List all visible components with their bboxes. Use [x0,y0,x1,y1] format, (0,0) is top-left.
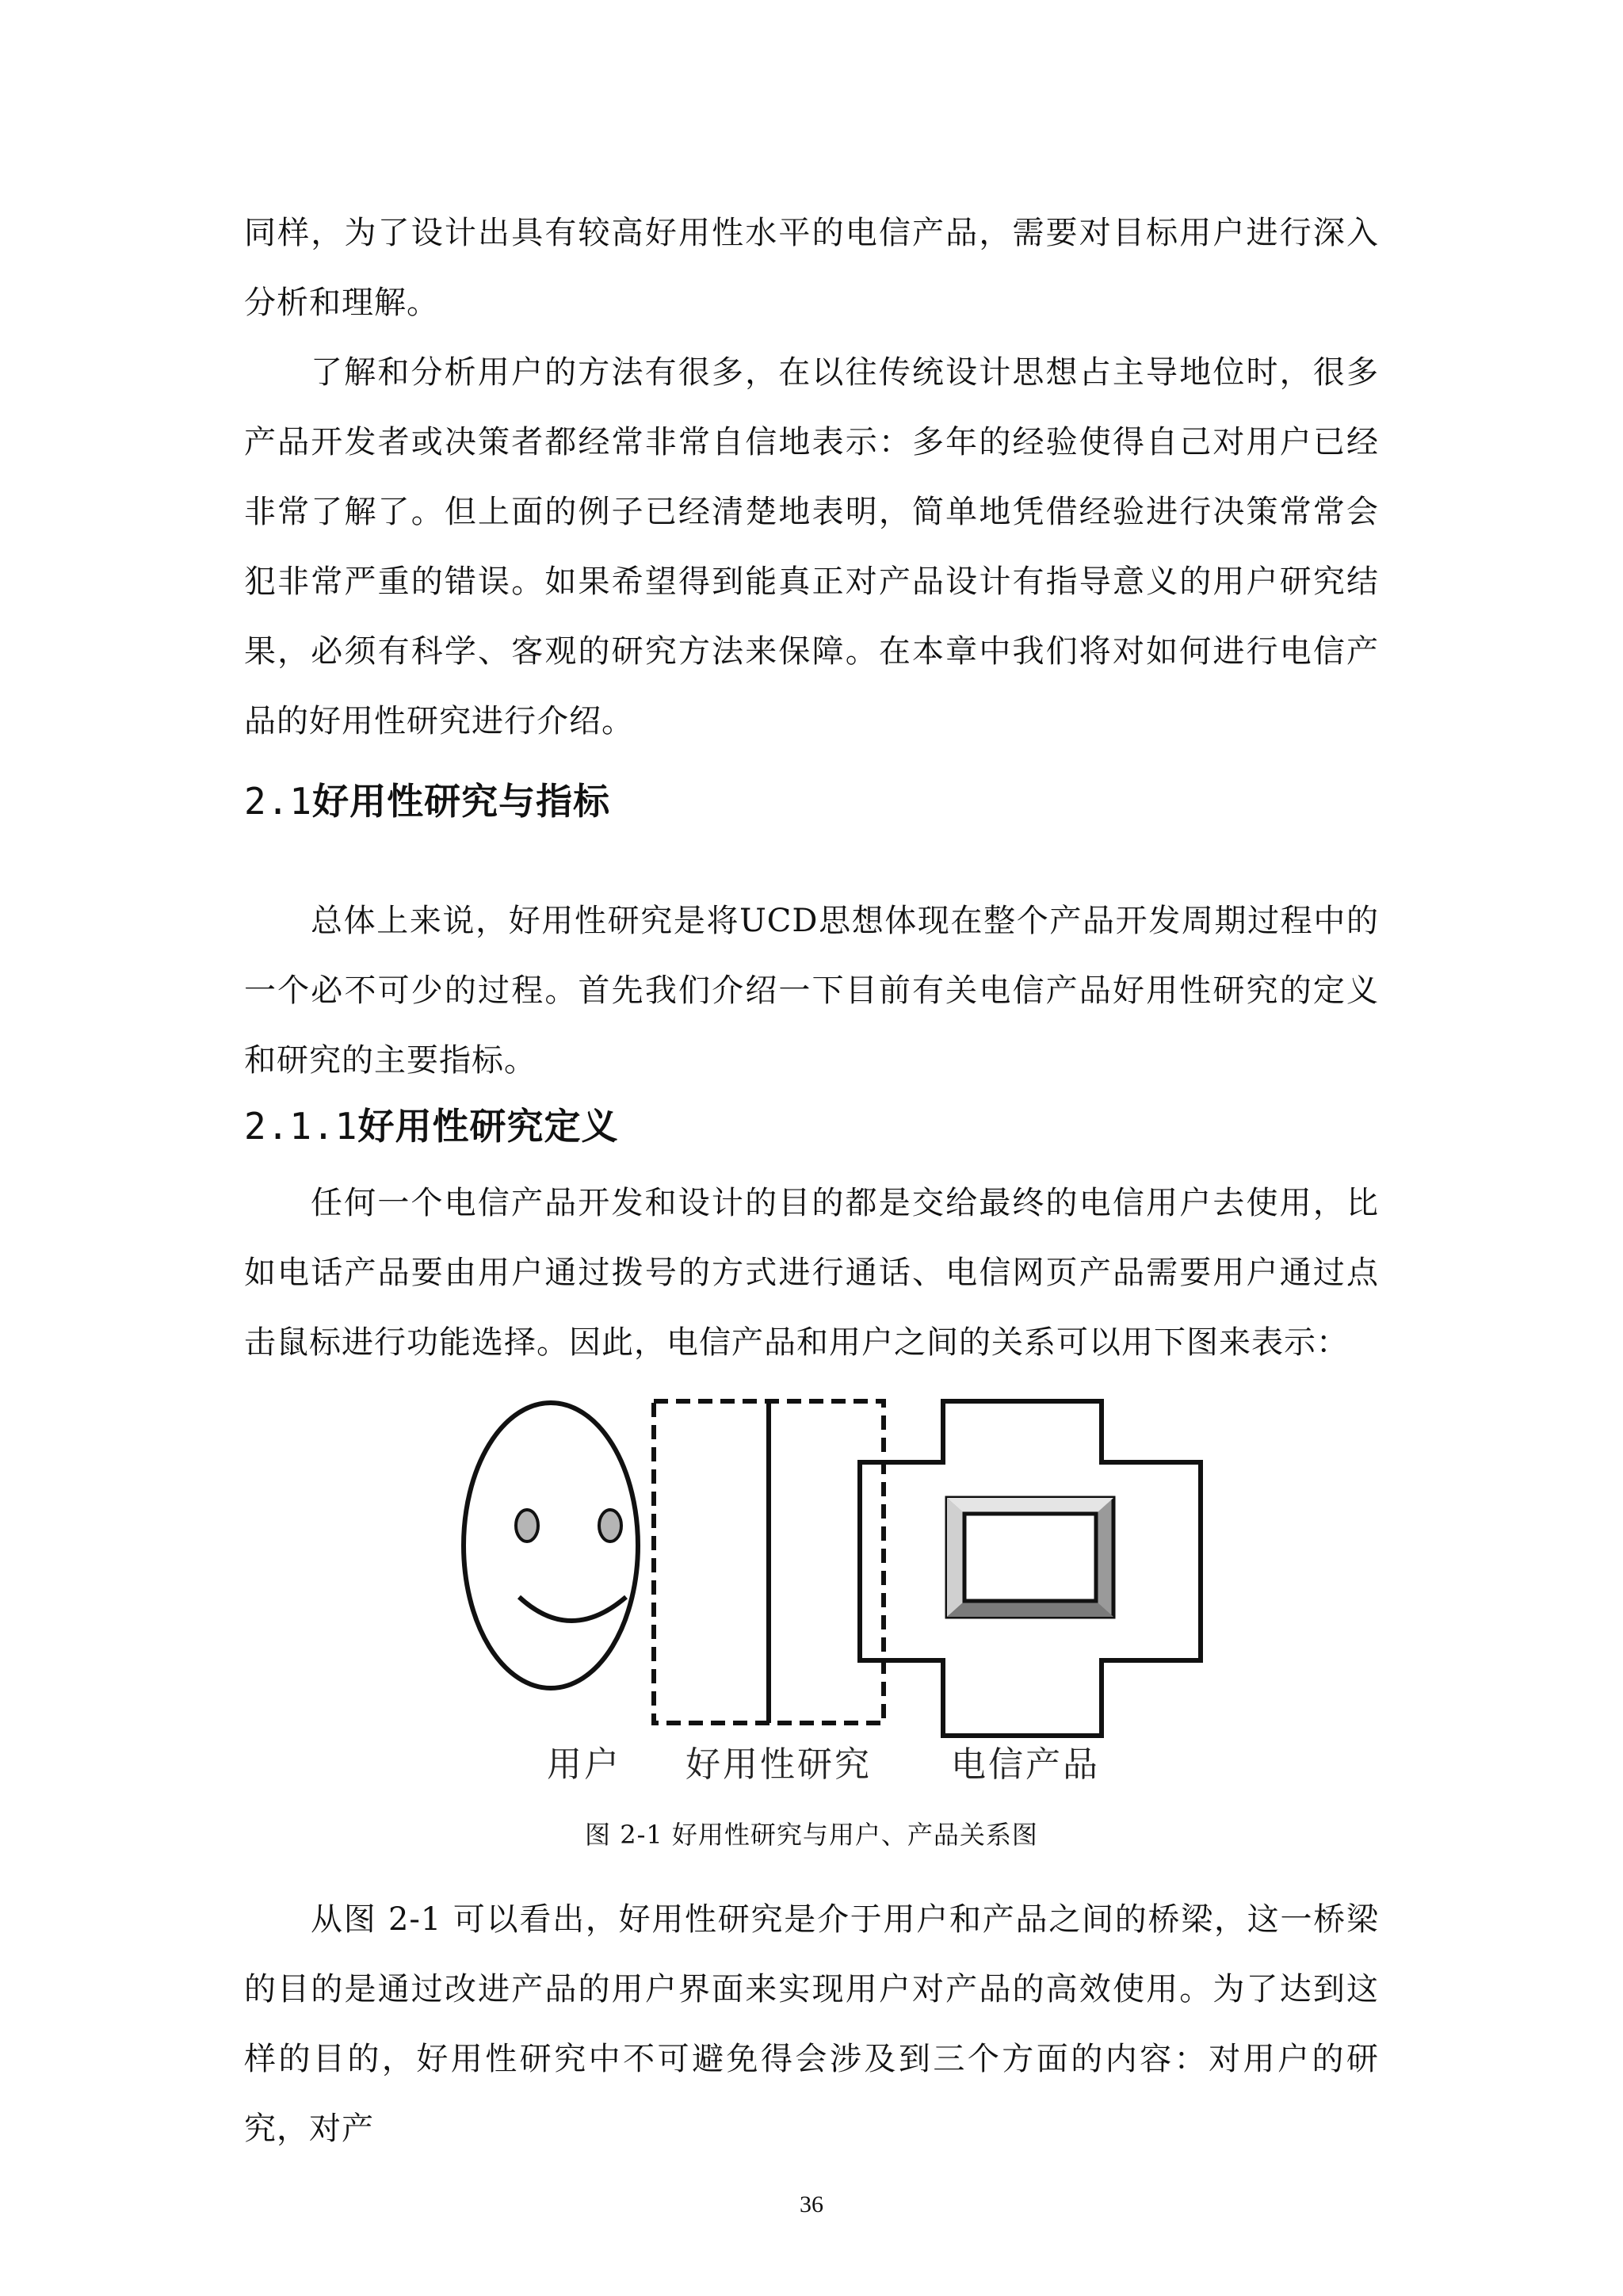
subsection-heading [244,1098,618,1150]
user-left-eye [516,1510,538,1541]
figure-label-user: 用户 [547,1744,621,1785]
paragraph-user-analysis: 了解和分析用户的方法有很多，在以往传统设计思想占主导地位时，很多产品开发者或决策者都经常非常自信地表示：多年的经验使得自己对用户已经非常了解了。但上面的例子已经清楚地表明，简单地凭借经验进行决策常常会犯非常严重的错误。如果希望得到能真正对产品设计有指导意义的用户研究结果，必须有科学、客观的研究方法来保障。在本章中我们将对如何进行电信产品的好用性研究进行介绍。 [244,354,1379,739]
section-number: 2.1 [244,780,313,823]
product-screen [964,1514,1096,1601]
product-bezel-left [947,1498,963,1617]
figure-label-product: 电信产品 [951,1744,1100,1785]
section-intro-paragraph: 总体上来说，好用性研究是将UCD思想体现在整个产品开发周期过程中的一个必不可少的过程。首先我们介绍一下目前有关电信产品好用性研究的定义和研究的主要指标。 [244,903,1379,1079]
subsection-number: 2.1.1 [244,1105,358,1148]
paragraph-continued: 同样，为了设计出具有较高好用性水平的电信产品，需要对目标用户进行深入分析和理解。 [244,215,1379,321]
subsection-body-block [244,1168,1379,1377]
user-right-eye [599,1510,621,1541]
subsection-title: 好用性研究定义 [357,1105,619,1148]
section-intro-block [244,886,1379,1095]
figure-caption: 图 2-1 好用性研究与用户、产品关系图 [585,1820,1038,1850]
figure-label-research: 好用性研究 [685,1744,872,1785]
user-face-outline [464,1403,638,1688]
product-bezel-bottom [947,1603,1113,1617]
paragraph-figure-explanation: 从图 2-1 可以看出，好用性研究是介于用户和产品之间的桥梁，这一桥梁的目的是通过改进产品的用户界面来实现用户对产品的高效使用。为了达到这样的目的，好用性研究中不可避免得会涉及到三个方面的内容：对用户的研究，对产 [244,1901,1379,2147]
section-heading [244,773,610,825]
body-text-bottom [244,1885,1379,2164]
subsection-body-paragraph: 任何一个电信产品开发和设计的目的都是交给最终的电信用户去使用，比如电话产品要由用户通过拨号的方式进行通话、电信网页产品需要用户通过点击鼠标进行功能选择。因此，电信产品和用户之间的关系可以用下图来表示： [244,1185,1379,1361]
user-smile [519,1597,626,1621]
product-bezel-top [947,1498,1113,1512]
page-number: 36 [800,2191,823,2218]
body-text-top [244,198,1379,756]
section-title: 好用性研究与指标 [312,780,611,823]
